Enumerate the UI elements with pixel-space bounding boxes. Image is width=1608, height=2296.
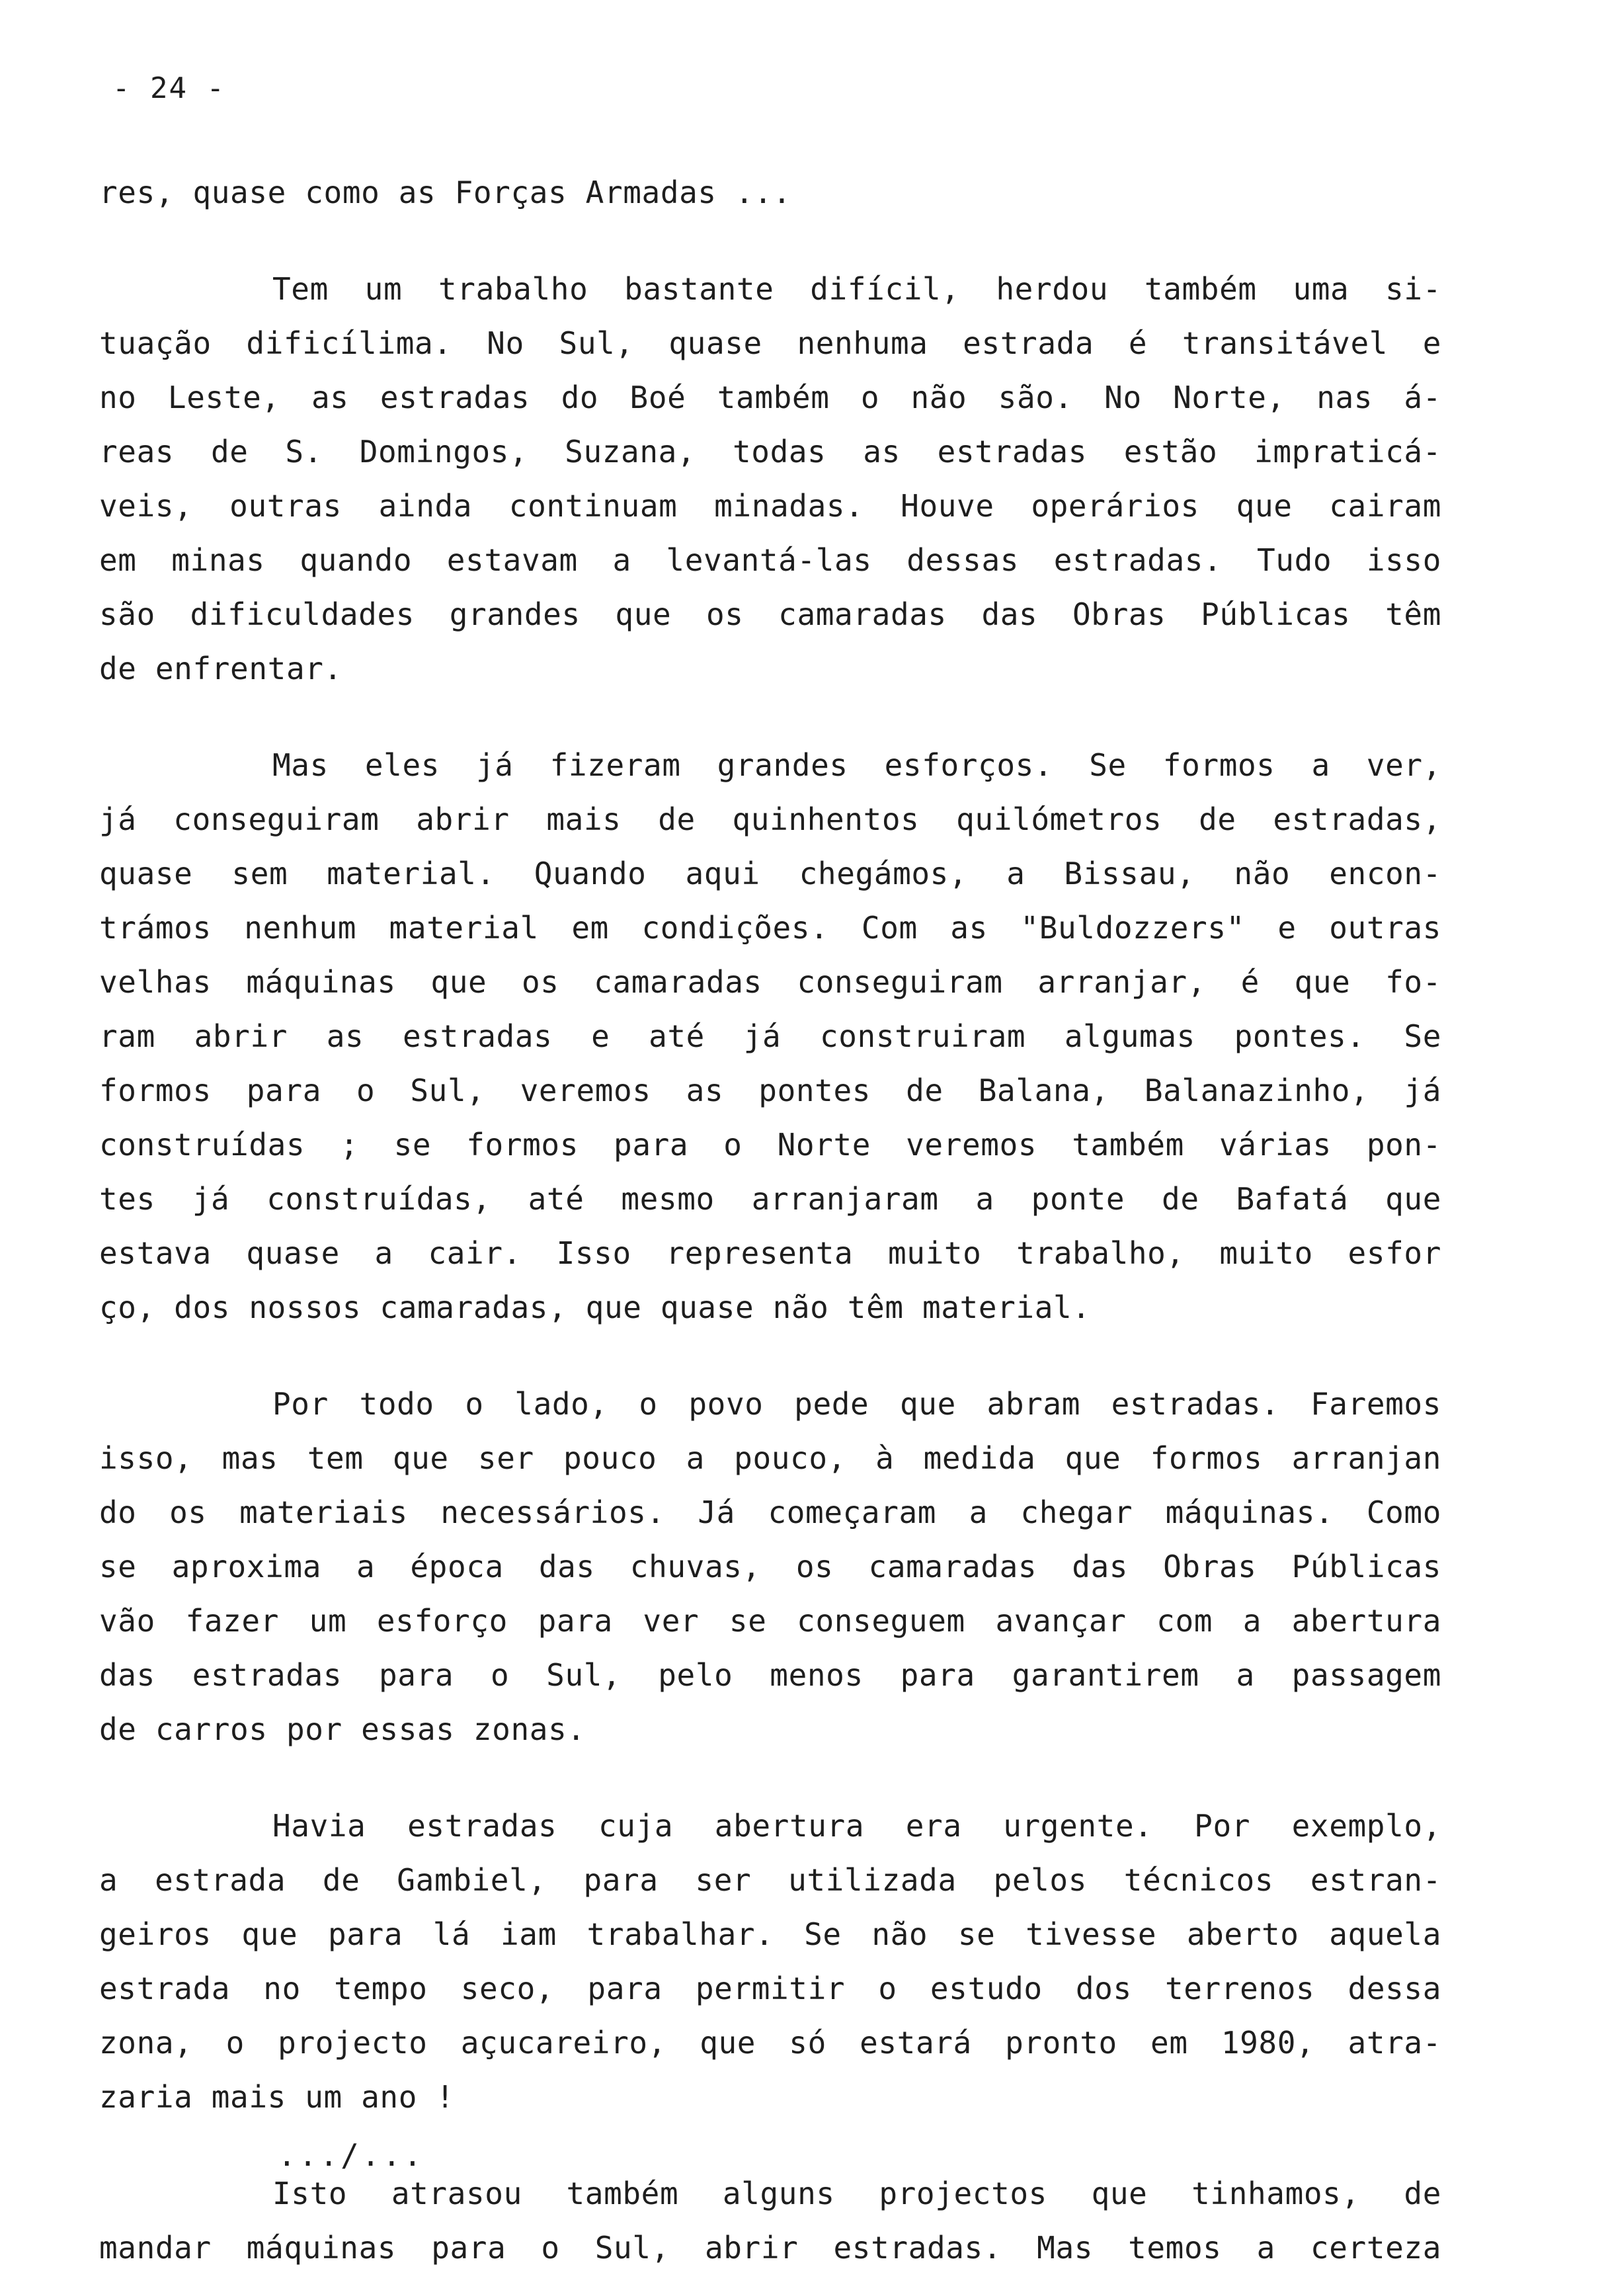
paragraph-1	[99, 165, 1441, 220]
text-line: ram abrir as estradas e até já construiram algumas pontes. Se	[99, 1018, 1441, 1054]
text-line: reas de S. Domingos, Suzana, todas as estradas estão impraticá-	[99, 434, 1441, 470]
text-line: Por todo o lado, o povo pede que abram estradas. Faremos	[272, 1386, 1441, 1422]
text-line: de carros por essas zonas.	[99, 1711, 586, 1747]
text-line: das estradas para o Sul, pelo menos para garantirem a passagem	[99, 1657, 1441, 1693]
text-line: isso, mas tem que ser pouco a pouco, à medida que formos arranjan	[99, 1440, 1441, 1476]
text-line: são dificuldades grandes que os camaradas das Obras Públicas têm	[99, 596, 1441, 632]
body-text	[99, 165, 1441, 2275]
text-line: no Leste, as estradas do Boé também o não são. No Norte, nas á-	[99, 380, 1441, 415]
text-line: Isto atrasou também alguns projectos que tinhamos, de	[272, 2176, 1441, 2211]
text-line: em minas quando estavam a levantá-las dessas estradas. Tudo isso	[99, 542, 1441, 578]
text-line: mandar máquinas para o Sul, abrir estradas. Mas temos a certeza	[99, 2230, 1441, 2266]
text-line: geiros que para lá iam trabalhar. Se não se tivesse aberto aquela	[99, 1916, 1441, 1952]
text-line: tes já construídas, até mesmo arranjaram a ponte de Bafatá que	[99, 1181, 1441, 1217]
text-line: se aproxima a época das chuvas, os camaradas das Obras Públicas	[99, 1549, 1441, 1584]
text-line: zona, o projecto açucareiro, que só estará pronto em 1980, atra-	[99, 2025, 1441, 2061]
text-line: trámos nenhum material em condições. Com as "Buldozzers" e outras	[99, 910, 1441, 946]
paragraph-4	[99, 1377, 1441, 1756]
text-line: estava quase a cair. Isso representa muito trabalho, muito esfor	[99, 1235, 1441, 1271]
text-line: construídas ; se formos para o Norte veremos também várias pon-	[99, 1127, 1441, 1163]
text-line: do os materiais necessários. Já começaram a chegar máquinas. Como	[99, 1495, 1441, 1530]
text-line: velhas máquinas que os camaradas conseguiram arranjar, é que fo-	[99, 964, 1441, 1000]
text-line: veis, outras ainda continuam minadas. Houve operários que cairam	[99, 488, 1441, 524]
text-line: já conseguiram abrir mais de quinhentos quilómetros de estradas,	[99, 801, 1441, 837]
text-line: ço, dos nossos camaradas, que quase não têm material.	[99, 1290, 1091, 1325]
paragraph-3	[99, 738, 1441, 1334]
paragraph-2	[99, 262, 1441, 696]
text-line: Mas eles já fizeram grandes esforços. Se formos a ver,	[272, 747, 1441, 783]
text-line: estrada no tempo seco, para permitir o estudo dos terrenos dessa	[99, 1971, 1441, 2006]
text-line: res, quase como as Forças Armadas ...	[99, 175, 791, 210]
paragraph-6	[99, 2166, 1441, 2275]
text-line: Tem um trabalho bastante difícil, herdou também uma si-	[272, 271, 1441, 307]
text-line: a estrada de Gambiel, para ser utilizada pelos técnicos estran-	[99, 1862, 1441, 1898]
continuation-mark: .../...	[278, 2137, 424, 2173]
text-line: Havia estradas cuja abertura era urgente. Por exemplo,	[272, 1808, 1441, 1844]
text-line: formos para o Sul, veremos as pontes de Balana, Balanazinho, já	[99, 1073, 1441, 1108]
text-line: vão fazer um esforço para ver se conseguem avançar com a abertura	[99, 1603, 1441, 1639]
page-number: - 24 -	[112, 71, 225, 105]
text-line: quase sem material. Quando aqui chegámos, a Bissau, não encon-	[99, 856, 1441, 891]
paragraph-5	[99, 1799, 1441, 2124]
text-line: tuação dificílima. No Sul, quase nenhuma estrada é transitável e	[99, 325, 1441, 361]
text-line: zaria mais um ano !	[99, 2079, 455, 2115]
text-line: de enfrentar.	[99, 651, 342, 686]
